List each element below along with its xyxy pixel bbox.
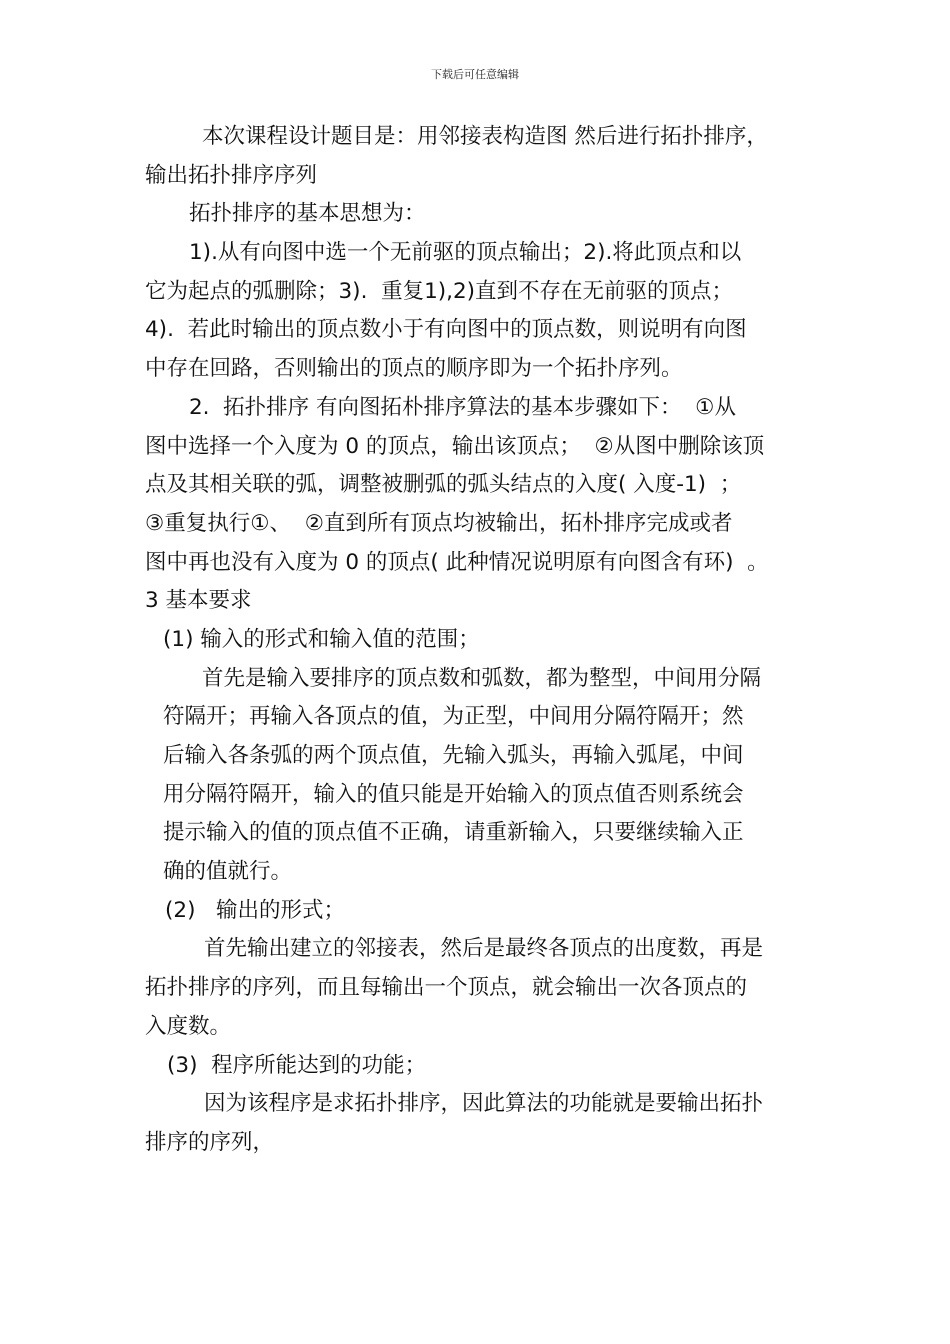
- subsection-heading: (2) 输出的形式；: [165, 897, 345, 923]
- paragraph-line: 图中再也没有入度为 0 的顶点( 此种情况说明原有向图含有环) 。: [145, 549, 769, 575]
- section-heading: 3 基本要求: [145, 588, 252, 614]
- paragraph-line: 它为起点的弧删除；3). 重复1),2)直到不存在无前驱的顶点；: [145, 278, 734, 304]
- subsection-heading: (1) 输入的形式和输入值的范围；: [163, 626, 480, 652]
- subsection-heading: (3) 程序所能达到的功能；: [167, 1052, 427, 1078]
- paragraph-line: 首先是输入要排序的顶点数和弧数，都为整型，中间用分隔: [202, 665, 762, 691]
- paragraph-line: 确的值就行。: [163, 859, 293, 885]
- page-header: 下载后可任意编辑: [431, 68, 519, 81]
- paragraph-line: 因为该程序是求拓扑排序，因此算法的功能就是要输出拓扑: [204, 1091, 764, 1117]
- paragraph-line: 后输入各条弧的两个顶点值，先输入弧头，再输入弧尾，中间: [163, 743, 744, 768]
- paragraph-line: 本次课程设计题目是：用邻接表构造图 然后进行拓扑排序，: [202, 124, 768, 149]
- paragraph-line: 符隔开；再输入各顶点的值，为正型，中间用分隔符隔开；然: [163, 704, 744, 730]
- paragraph-line: ③重复执行①、 ②直到所有顶点均被输出，拓朴排序完成或者: [145, 510, 733, 536]
- paragraph-line: 拓扑排序的序列，而且每输出一个顶点，就会输出一次各顶点的: [145, 975, 748, 1001]
- paragraph-line: 1).从有向图中选一个无前驱的顶点输出；2).将此顶点和以: [189, 240, 742, 266]
- paragraph-line: 提示输入的值的顶点值不正确，请重新输入，只要继续输入正: [163, 820, 744, 846]
- paragraph-line: 排序的序列，: [145, 1129, 275, 1155]
- paragraph-line: 首先输出建立的邻接表，然后是最终各顶点的出度数，再是: [204, 936, 764, 962]
- paragraph-line: 用分隔符隔开，输入的值只能是开始输入的顶点值否则系统会: [163, 781, 744, 807]
- paragraph-line: 2. 拓扑排序 有向图拓朴排序算法的基本步骤如下： ①从: [189, 394, 736, 420]
- paragraph-line: 中存在回路，否则输出的顶点的顺序即为一个拓扑序列。: [145, 356, 683, 382]
- paragraph-line: 拓扑排序的基本思想为：: [189, 201, 426, 227]
- paragraph-line: 图中选择一个入度为 0 的顶点，输出该顶点； ②从图中删除该顶: [145, 433, 765, 459]
- document-body: [145, 118, 811, 1163]
- paragraph-line: 输出拓扑排序序列: [145, 162, 318, 188]
- paragraph-line: 入度数。: [145, 1013, 232, 1039]
- paragraph-line: 4). 若此时输出的顶点数小于有向图中的顶点数，则说明有向图: [145, 317, 747, 343]
- paragraph-line: 点及其相关联的弧，调整被删弧的弧头结点的入度( 入度-1) ；: [145, 472, 742, 498]
